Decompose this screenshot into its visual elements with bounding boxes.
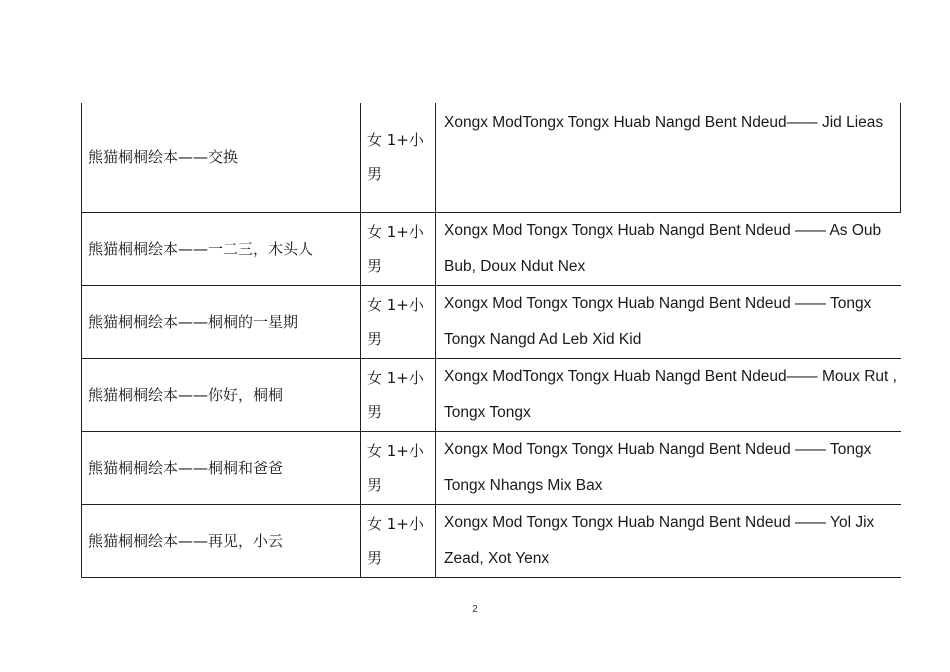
table-row: [82, 431, 901, 504]
work-title-cell: 熊猫桐桐绘本——再见，小云: [82, 504, 361, 577]
narrator-gender-cell: 女 1+小男: [361, 212, 436, 285]
work-title-cell: 熊猫桐桐绘本——你好，桐桐: [82, 358, 361, 431]
narrator-gender-cell: 女 1+小男: [361, 285, 436, 358]
table-row: [82, 103, 901, 212]
work-title-cell: 熊猫桐桐绘本——桐桐和爸爸: [82, 431, 361, 504]
works-table: [81, 103, 901, 578]
miao-title-cell: Xongx Mod Tongx Tongx Huab Nangd Bent Ndeud —— As Oub Bub, Doux Ndut Nex: [436, 212, 901, 285]
miao-title-cell: Xongx Mod Tongx Tongx Huab Nangd Bent Ndeud —— Tongx Tongx Nangd Ad Leb Xid Kid: [436, 285, 901, 358]
work-title-cell: 熊猫桐桐绘本——桐桐的一星期: [82, 285, 361, 358]
table-row: [82, 285, 901, 358]
work-title-cell: 熊猫桐桐绘本——一二三，木头人: [82, 212, 361, 285]
narrator-gender-cell: 女 1+小男: [361, 431, 436, 504]
narrator-gender-cell: 女 1+小男: [361, 103, 436, 212]
page-number: 2: [472, 604, 478, 615]
table-row: [82, 212, 901, 285]
miao-title-cell: Xongx Mod Tongx Tongx Huab Nangd Bent Ndeud —— Tongx Tongx Nhangs Mix Bax: [436, 431, 901, 504]
narrator-gender-cell: 女 1+小男: [361, 358, 436, 431]
table-row: [82, 358, 901, 431]
miao-title-cell: Xongx ModTongx Tongx Huab Nangd Bent Ndeud—— Moux Rut , Tongx Tongx: [436, 358, 901, 431]
miao-title-cell: Xongx Mod Tongx Tongx Huab Nangd Bent Ndeud —— Yol Jix Zead, Xot Yenx: [436, 504, 901, 577]
narrator-gender-cell: 女 1+小男: [361, 504, 436, 577]
work-title-cell: 熊猫桐桐绘本——交换: [82, 103, 361, 212]
table-row: [82, 504, 901, 577]
miao-title-cell: Xongx ModTongx Tongx Huab Nangd Bent Ndeud—— Jid Lieas: [436, 103, 901, 212]
